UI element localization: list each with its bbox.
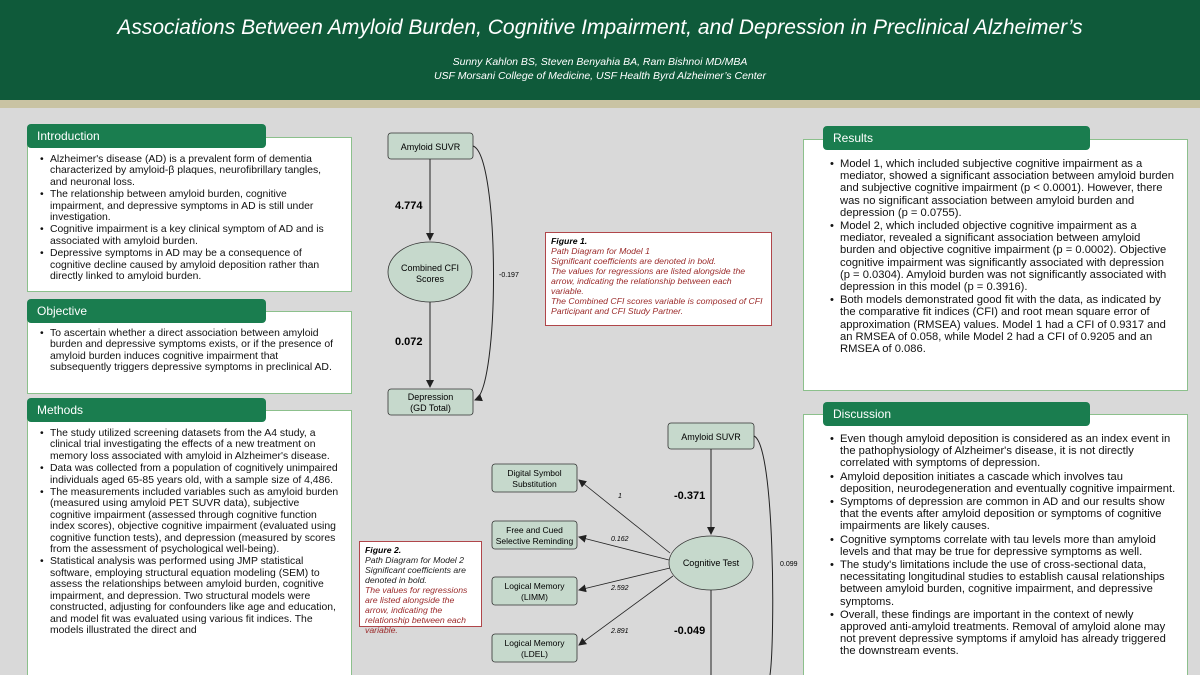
figure1-caption bbox=[545, 232, 772, 326]
fig2-node-limm-label-1: Logical Memory bbox=[504, 581, 565, 591]
figure2-caption-line-black: Significant coefficients are denoted in bold. bbox=[365, 565, 466, 585]
bullet-item: • Overall, these findings are important in the context of newly approved anti-amyloid treatments. Removal of amyloid alone may not prevent depressive symptoms if amyloid has already triggered the downstream events. bbox=[830, 609, 1177, 658]
figure2-diagram bbox=[492, 423, 798, 675]
bullet-item: • Model 2, which included objective cognitive impairment as a mediator, revealed a significant association between amyloid burden and objective cognitive impairment (p = 0.0002). Objective cognitive impairment was significantly associated with depression (p = 0.0304). Amyloid burden was not significantly associated with depression in this model (p = 0.3916). bbox=[830, 220, 1177, 293]
discussion-heading: Discussion bbox=[823, 402, 1090, 426]
fig2-node-ldel-label-1: Logical Memory bbox=[504, 638, 565, 648]
figure1-caption-line-1: Significant coefficients are denoted in bold. bbox=[551, 256, 717, 266]
bullet-item: • Both models demonstrated good fit with the data, as indicated by the comparative fit indices (CFI) and root mean square error of approximation (RMSEA) values. Model 1 had a CFI of 0.9317 and an RMSEA of 0.058, while Model 2 had a CFI of 0.9205 and an RMSEA of 0.086. bbox=[830, 294, 1177, 355]
results-heading: Results bbox=[823, 126, 1090, 150]
bullet-item: • Statistical analysis was performed using JMP statistical software, employing structural equation modeling (SEM) to assess the relationships between amyloid burden, cognitive impairment, and depression. Two structural models were constructed, adjusting for confounders like age and education, and model fit was evaluated using various fit indices. The models illustrated the direct and bbox=[40, 556, 341, 636]
poster-title: Associations Between Amyloid Burden, Cognitive Impairment, and Depression in Preclinical Alzheimer’s bbox=[117, 16, 1083, 39]
bullet-item: • Symptoms of depression are common in AD and our results show that the events after amyloid deposition or symptoms of cognitive impairments are likely causes. bbox=[830, 496, 1177, 533]
figure1-diagram bbox=[388, 133, 519, 415]
bullet-item: • The measurements included variables such as amyloid burden (measured using amyloid PET SUVR data), subjective cognitive impairment (assessed through cognitive function index scores), objective cognitive impairment (evaluated using cognitive function tests), and depression (measured by scores from the assessment of psychological well-being). bbox=[40, 487, 341, 555]
fig1-node-depression-label-2: (GD Total) bbox=[410, 403, 451, 413]
fig1-coef-cfi-depression: 0.072 bbox=[395, 336, 423, 348]
methods-heading: Methods bbox=[27, 398, 266, 422]
figure1-caption-title: Figure 1. bbox=[551, 236, 588, 246]
bullet-item: • Alzheimer's disease (AD) is a prevalent form of dementia characterized by amyloid-β plaques, neurofibrillary tangles, and neuronal loss. bbox=[40, 154, 341, 188]
figure1-caption-line-3: The Combined CFI scores variable is composed of CFI Participant and CFI Study Partner. bbox=[551, 296, 763, 316]
bullet-item: • Cognitive symptoms correlate with tau levels more than amyloid levels and that may be true for depressive symptoms as well. bbox=[830, 534, 1177, 558]
fig1-node-amyloid-label: Amyloid SUVR bbox=[400, 142, 461, 152]
bullet-item: • Depressive symptoms in AD may be a consequence of cognitive decline caused by amyloid deposition rather than directly linked to amyloid burden. bbox=[40, 248, 341, 282]
bullet-item: • To ascertain whether a direct association between amyloid burden and depressive symptoms exists, or if the presence of amyloid burden induces cognitive impairment that subsequently triggers depressive symptoms in preclinical AD. bbox=[40, 328, 341, 374]
fig1-node-depression-label-1: Depression bbox=[407, 392, 454, 402]
fig2-node-amyloid-label: Amyloid SUVR bbox=[681, 432, 741, 442]
figure2-caption-line-red: The values for regressions are listed alongside the arrow, indicating the relationship between each variable. bbox=[365, 585, 468, 635]
bullet-item: • The relationship between amyloid burden, cognitive impairment, and depressive symptoms in AD is still under investigation. bbox=[40, 189, 341, 223]
fig1-node-cfi-label-1: Combined CFI bbox=[400, 263, 460, 273]
bullet-item: • Even though amyloid deposition is considered as an index event in the pathophysiology of Alzheimer's disease, it is not directly correlated with symptoms of depression. bbox=[830, 433, 1177, 470]
figure1-caption-sub: Path Diagram for Model 1 bbox=[551, 246, 650, 256]
fig1-node-cfi-label-2: Scores bbox=[415, 274, 445, 284]
fig1-coef-amyloid-depression: -0.197 bbox=[499, 272, 519, 279]
fig2-arrow-amyloid-depression bbox=[754, 436, 773, 675]
bullet-item: • The study utilized screening datasets from the A4 study, a clinical trial investigating the effects of a new treatment on memory loss associated with amyloid in Alzheimer's disease. bbox=[40, 428, 341, 462]
fig2-node-fcsr-label-2: Selective Reminding bbox=[495, 536, 574, 546]
fig2-coef-amyloid-cognitive: -0.371 bbox=[674, 490, 706, 502]
fig2-coef-cognitive-depression: -0.049 bbox=[674, 625, 706, 637]
bullet-item: • Model 1, which included subjective cognitive impairment as a mediator, showed a significant association between amyloid burden and subjective cognitive impairment (p < 0.0001). However, there was no significant association between amyloid burden and depression (p = 0.0755). bbox=[830, 158, 1177, 219]
fig2-node-dss-label-2: Substitution bbox=[512, 479, 557, 489]
introduction-heading: Introduction bbox=[27, 124, 266, 148]
fig2-loading-ldel: 2.891 bbox=[611, 628, 629, 635]
bullet-item: • The study's limitations include the use of cross-sectional data, necessitating longitudinal studies to establish causal relationships between amyloid burden, cognitive impairment, and depressive symptoms. bbox=[830, 559, 1177, 608]
fig2-loading-dss: 1 bbox=[618, 493, 622, 500]
figure2-caption-title: Figure 2. bbox=[365, 545, 402, 555]
figure2-caption-sub: Path Diagram for Model 2 bbox=[365, 555, 464, 565]
fig2-loading-fcsr: 0.162 bbox=[611, 536, 629, 543]
bullet-item: • Data was collected from a population of cognitively unimpaired individuals aged 65-85 years old, with a sample size of 4,486. bbox=[40, 463, 341, 486]
fig2-node-cognitive-label: Cognitive Test bbox=[682, 558, 740, 568]
fig2-loading-limm: 2.592 bbox=[611, 585, 629, 592]
fig2-node-dss-label-1: Digital Symbol bbox=[507, 468, 562, 478]
fig2-node-fcsr-label-1: Free and Cued bbox=[506, 525, 563, 535]
fig2-node-limm-label-2: (LIMM) bbox=[521, 592, 548, 602]
fig2-coef-amyloid-depression: 0.099 bbox=[780, 561, 798, 568]
objective-heading: Objective bbox=[27, 299, 266, 323]
figure1-caption-line-2: The values for regressions are listed alongside the arrow, indicating the relationship between each variable. bbox=[551, 266, 746, 296]
fig1-arrow-amyloid-depression bbox=[473, 146, 494, 400]
figure2-caption bbox=[359, 541, 482, 635]
fig1-coef-amyloid-cfi: 4.774 bbox=[395, 200, 423, 212]
bullet-item: • Amyloid deposition initiates a cascade which involves tau deposition, neurodegeneration and eventually cognitive impairment. bbox=[830, 471, 1177, 495]
bullet-item: • Cognitive impairment is a key clinical symptom of AD and is associated with amyloid burden. bbox=[40, 224, 341, 247]
poster-authors: Sunny Kahlon BS, Steven Benyahia BA, Ram Bishnoi MD/MBA bbox=[452, 56, 748, 68]
poster-affiliation: USF Morsani College of Medicine, USF Health Byrd Alzheimer’s Center bbox=[433, 70, 767, 82]
fig2-node-ldel-label-2: (LDEL) bbox=[521, 649, 548, 659]
